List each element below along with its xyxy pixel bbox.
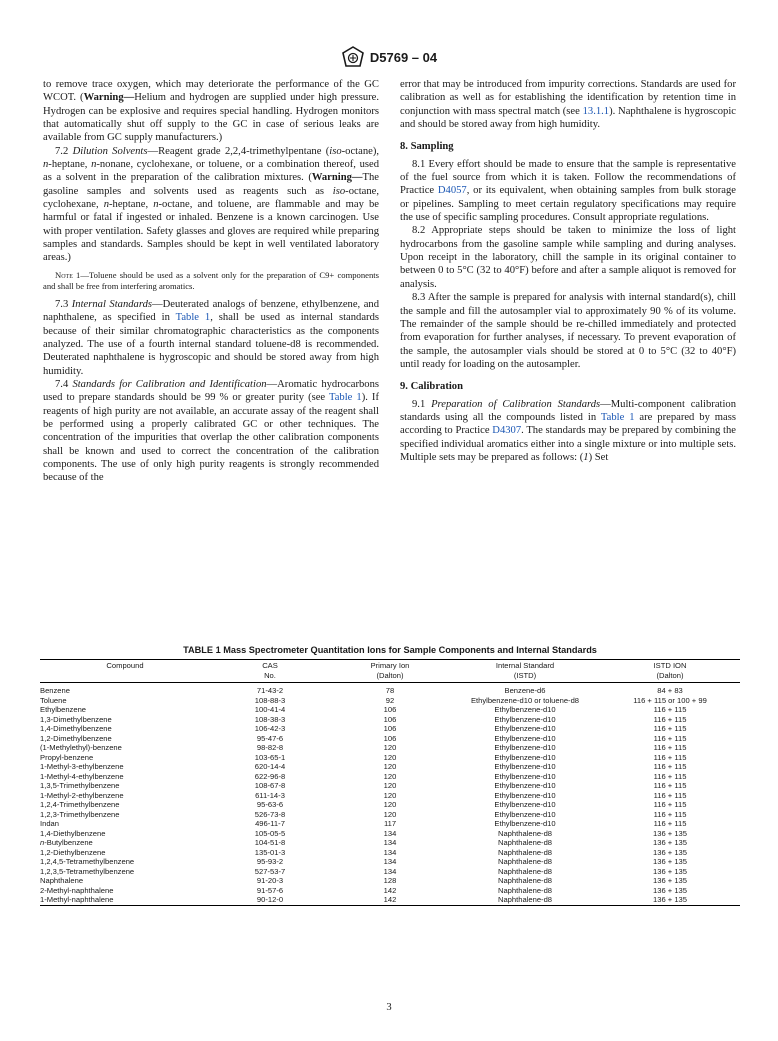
cell-cas: 108-38-3 [254, 714, 286, 724]
table-row [40, 857, 740, 867]
d4307-link[interactable]: D4307 [492, 425, 522, 437]
cell-internal-standard: Ethylbenzene-d10 [494, 714, 556, 724]
cell-cas: 104-51-8 [254, 838, 286, 847]
cell-primary-ion: 134 [383, 866, 397, 876]
cell-internal-standard: Ethylbenzene-d10 [494, 733, 556, 743]
cell-primary-ion: 92 [385, 695, 395, 705]
cell-internal-standard: Ethylbenzene-d10 [494, 771, 556, 781]
cell-cas: 91-57-6 [256, 885, 284, 895]
table-1-link[interactable]: Table 1 [329, 392, 362, 404]
cell-cas: 95-93-2 [256, 857, 284, 866]
paragraph-7-2: 7.2 Dilution Solvents—Reagent grade 2,2,4-trimethylpentane (iso-octane), n-heptane, n-nonane, cyclohexane, or toluene, or a combination thereof, used as a solvent in the preparation of the calibration mixtures. (Warning—The gasoline samples and solvents used as reagents such as iso-octane, cyclohexane, n-heptane, n-octane, and toluene, are flammable and may be harmful or fatal if ingested or inhaled. Benzene is a known carcinogen. Use with proper ventilation. Safety glasses and gloves are required while preparing samples and standards. Samples should be kept in well ventilated laboratory areas.) [43, 145, 380, 264]
cell-internal-standard: Naphthalene-d8 [497, 876, 553, 885]
cell-cas: 95-63-6 [256, 800, 284, 809]
paragraph-7-3: 7.3 Internal Standards—Deuterated analogs of benzene, ethylbenzene, and naphthalene, as specified in Table 1, shall be used as internal standards because of their similar chromatographic characteristics as the components analyzed. The use of a fourth internal standard toluene-d8 is recommended. Deuterated naphthalene is hygroscopic and should be stored away from high humidity. [43, 298, 380, 377]
cell-istd-ion: 116 + 115 or 100 + 99 [633, 695, 707, 705]
quantitation-ions-table [40, 659, 740, 906]
cell-internal-standard: Ethylbenzene-d10 [494, 743, 556, 752]
cell-cas: 98-82-8 [256, 743, 284, 752]
cell-istd-ion: 136 + 135 [653, 838, 687, 847]
cell-primary-ion: 120 [383, 752, 397, 762]
cell-istd-ion: 116 + 115 [653, 809, 687, 819]
cell-primary-ion: 134 [383, 847, 397, 857]
cell-compound: 1,2,4,5-Tetramethylbenzene [40, 857, 135, 866]
paragraph-7-4-continued: error that may be introduced from impurity corrections. Standards are used for calibration as well as for establishing the identification by retention time in conjunction with mass spectral match (see 13.1.1). Naphthalene is hygroscopic and should be stored away from high humidity. [400, 79, 736, 131]
cell-istd-ion: 116 + 115 [653, 705, 687, 714]
cell-compound: Ethylbenzene [40, 705, 87, 714]
table-row [40, 838, 740, 848]
cell-internal-standard: Naphthalene-d8 [497, 857, 553, 866]
table-1 [40, 645, 740, 906]
table-row [40, 715, 740, 725]
cell-compound: 2-Methyl-naphthalene [40, 885, 114, 895]
cell-internal-standard: Ethylbenzene-d10 [494, 809, 556, 819]
paragraph-9-1: 9.1 Preparation of Calibration Standards—Multi-component calibration standards using all the compounds listed in Table 1 are prepared by mass according to Practice D4307. The standards may be prepared by combining the specified individual aromatics either into a single mixture or into multiple sets. Multiple sets may be prepared as follows: (1) Set [400, 398, 737, 463]
cell-internal-standard: Naphthalene-d8 [497, 847, 553, 857]
cell-istd-ion: 116 + 115 [653, 819, 687, 828]
cell-internal-standard: Ethylbenzene-d10 [494, 819, 556, 828]
table-row [40, 705, 740, 715]
section-13-1-1-link[interactable]: 13.1.1 [582, 105, 610, 117]
cell-primary-ion: 117 [383, 819, 397, 828]
table-row [40, 753, 740, 763]
section-heading-calibration: 9. Calibration [400, 381, 463, 393]
cell-istd-ion: 116 + 115 [653, 752, 687, 762]
cell-cas: 106-42-3 [254, 724, 286, 733]
paragraph-8-3: 8.3 After the sample is prepared for analysis with internal standard(s), chill the sample and fill the autosampler vial to approximately 90 % of its volume. The remainder of the sample should be re-chilled immediately and protected from evaporation for further analyses, if necessary. To prevent evaporation of the sample, the autosampler vials should be stored at 0 to 5°C (32 to 40°F) until ready for loading on the autosampler. [400, 292, 736, 370]
cell-internal-standard: Ethylbenzene-d10 [494, 800, 556, 809]
cell-primary-ion: 134 [383, 828, 397, 838]
cell-istd-ion: 136 + 135 [653, 885, 687, 895]
cell-compound: Toluene [40, 695, 67, 705]
cell-primary-ion: 106 [383, 724, 397, 733]
cell-istd-ion: 136 + 135 [653, 895, 687, 904]
left-column [43, 78, 379, 485]
paragraph-8-2: 8.2 Appropriate steps should be taken to minimize the loss of light hydrocarbons from the gasoline sample while sampling and during analyses. Upon receipt in the laboratory, chill the sample in its original container to between 0 to 5°C (32 to 40°F) before and after a sample aliquot is removed for analysis. [400, 225, 736, 290]
cell-istd-ion: 116 + 115 [653, 733, 687, 743]
table-row [40, 791, 740, 801]
table-row [40, 819, 740, 829]
cell-cas: 611-14-3 [255, 790, 285, 800]
cell-istd-ion: 116 + 115 [653, 714, 687, 724]
cell-compound: 1,2-Dimethylbenzene [40, 733, 112, 743]
cell-compound: 1-Methyl-3-ethylbenzene [40, 762, 124, 771]
cell-compound: 1,3,5-Trimethylbenzene [40, 781, 120, 790]
cell-compound: 1,2,3,5-Tetramethylbenzene [40, 866, 135, 876]
cell-cas: 103-65-1 [254, 752, 286, 762]
table-1-link[interactable]: Table 1 [175, 312, 211, 324]
paragraph-7-4: 7.4 Standards for Calibration and Identification—Aromatic hydrocarbons used to prepare standards should be 99 % or greater purity (see Table 1). If reagents of high purity are not available, an accurate assay of the reagent shall be performed using a properly calibrated GC or other techniques. The concentration of the impurities that overlap the other calibration components shall be known and used to correct the concentration of the calibration components. The use of only high purity reagents is strongly recommended because of the [43, 378, 379, 484]
cell-cas: 105-05-5 [254, 828, 286, 838]
table-row [40, 772, 740, 782]
cell-primary-ion: 120 [383, 762, 397, 771]
cell-internal-standard: Naphthalene-d8 [497, 828, 553, 838]
header-compound: Compound [106, 661, 144, 670]
cell-istd-ion: 136 + 135 [653, 876, 687, 885]
cell-cas: 622-96-8 [254, 771, 286, 781]
table-row [40, 848, 740, 858]
cell-cas: 135-01-3 [254, 847, 286, 857]
table-row [40, 762, 740, 772]
cell-istd-ion: 116 + 115 [653, 781, 687, 790]
cell-cas: 526-73-8 [254, 809, 286, 819]
header-istd-ion: ISTD ION (Dalton) [653, 661, 687, 680]
cell-cas: 100-41-4 [254, 705, 286, 714]
cell-primary-ion: 120 [383, 743, 397, 752]
cell-primary-ion: 120 [383, 790, 397, 800]
cell-istd-ion: 116 + 115 [653, 724, 687, 733]
cell-istd-ion: 136 + 135 [653, 866, 687, 876]
cell-internal-standard: Ethylbenzene-d10 [494, 724, 556, 733]
cell-istd-ion: 116 + 115 [653, 762, 687, 771]
cell-istd-ion: 116 + 115 [653, 800, 687, 809]
cell-cas: 71-43-2 [256, 686, 284, 695]
paragraph-8-1: 8.1 Every effort should be made to ensure that the sample is representative of the fuel source from which it is taken. Follow the recommendations of Practice D4057, or its equivalent, when obtaining samples from bulk storage or pipelines. Sampling to meet certain regulatory specifications may require the use of specific sampling procedures. Consult appropriate regulations. [400, 158, 737, 224]
cell-compound: 1,3-Dimethylbenzene [40, 714, 112, 724]
table-row [40, 800, 740, 810]
cell-istd-ion: 136 + 135 [653, 828, 687, 838]
cell-primary-ion: 78 [385, 686, 395, 695]
cell-primary-ion: 120 [383, 800, 397, 809]
cell-compound: Propyl-benzene [40, 752, 94, 762]
cell-compound: Naphthalene [40, 876, 84, 885]
cell-cas: 527-53-7 [254, 866, 286, 876]
header-internal-standard: Internal Standard (ISTD) [495, 661, 555, 680]
table-row [40, 886, 740, 896]
paragraph-7-1-continued: to remove trace oxygen, which may deteriorate the performance of the GC WCOT. (Warning—Helium and hydrogen are supplied under high pressure. Hydrogen can be explosive and requires special handling. Hydrogen monitors that automatically shut off supply to the GC in case of serious leaks are available from GC supply manufacturers.) [43, 79, 379, 144]
table-row [40, 734, 740, 744]
cell-istd-ion: 84 + 83 [657, 686, 683, 695]
cell-primary-ion: 128 [383, 876, 397, 885]
cell-cas: 496-11-7 [255, 819, 285, 828]
table-row [40, 696, 740, 706]
astm-logo-icon [341, 46, 365, 68]
cell-compound: 1,2,3-Trimethylbenzene [40, 809, 120, 819]
cell-internal-standard: Naphthalene-d8 [497, 838, 553, 847]
cell-cas: 620-14-4 [254, 762, 286, 771]
table-row [40, 724, 740, 734]
d4057-link[interactable]: D4057 [437, 185, 467, 197]
cell-primary-ion: 106 [383, 705, 397, 714]
cell-primary-ion: 120 [383, 771, 397, 781]
cell-istd-ion: 116 + 115 [653, 743, 687, 752]
cell-internal-standard: Ethylbenzene-d10 [494, 762, 556, 771]
cell-compound: 1,2,4-Trimethylbenzene [40, 800, 120, 809]
table-row [40, 781, 740, 791]
cell-internal-standard: Benzene-d6 [504, 686, 546, 695]
cell-primary-ion: 142 [383, 895, 397, 904]
cell-primary-ion: 142 [383, 885, 397, 895]
cell-primary-ion: 106 [383, 714, 397, 724]
cell-internal-standard: Naphthalene-d8 [497, 885, 553, 895]
cell-compound: n-Butylbenzene [40, 838, 93, 847]
cell-cas: 90-12-0 [256, 895, 284, 904]
table-row [40, 876, 740, 886]
table-1-link[interactable]: Table 1 [600, 411, 635, 423]
header-primary-ion: Primary Ion (Dalton) [370, 661, 410, 680]
header-cas: CAS No. [262, 661, 278, 680]
cell-compound: 1,4-Diethylbenzene [40, 828, 106, 838]
cell-internal-standard: Naphthalene-d8 [497, 895, 553, 904]
cell-primary-ion: 106 [383, 733, 397, 743]
cell-cas: 91-20-3 [256, 876, 284, 885]
cell-cas: 95-47-6 [256, 733, 284, 743]
page-header [0, 46, 778, 68]
cell-primary-ion: 134 [383, 838, 397, 847]
cell-compound: (1-Methylethyl)-benzene [40, 743, 122, 752]
cell-compound: 1,2-Diethylbenzene [40, 847, 106, 857]
cell-internal-standard: Ethylbenzene-d10 or toluene-d8 [470, 695, 580, 705]
cell-istd-ion: 136 + 135 [653, 857, 687, 866]
cell-internal-standard: Ethylbenzene-d10 [494, 752, 556, 762]
cell-compound: 1-Methyl-naphthalene [40, 895, 114, 904]
cell-istd-ion: 116 + 115 [653, 790, 687, 800]
table-row [40, 829, 740, 839]
page-number: 3 [386, 1002, 392, 1013]
cell-compound: 1,4-Dimethylbenzene [40, 724, 112, 733]
cell-compound: 1-Methyl-4-ethylbenzene [40, 771, 124, 781]
note-1: Note 1—Toluene should be used as a solvent only for the preparation of C9+ components and shall be free from interfering aromatics. [43, 269, 379, 291]
table-row [40, 810, 740, 820]
cell-internal-standard: Ethylbenzene-d10 [494, 781, 556, 790]
table-header-row [40, 660, 740, 683]
section-heading-sampling: 8. Sampling [400, 141, 454, 153]
cell-cas: 108-67-8 [254, 781, 286, 790]
cell-compound: Benzene [40, 686, 70, 695]
cell-primary-ion: 120 [383, 781, 397, 790]
right-column [400, 78, 736, 464]
cell-compound: Indan [40, 819, 60, 828]
cell-cas: 108-88-3 [254, 695, 286, 705]
cell-internal-standard: Ethylbenzene-d10 [494, 790, 556, 800]
cell-internal-standard: Naphthalene-d8 [497, 866, 553, 876]
table-row [40, 867, 740, 877]
cell-primary-ion: 134 [383, 857, 397, 866]
table-row [40, 683, 740, 696]
table-row [40, 743, 740, 753]
cell-compound: 1-Methyl-2-ethylbenzene [40, 790, 124, 800]
table-title: TABLE 1 Mass Spectrometer Quantitation Ions for Sample Components and Internal Standards [183, 645, 597, 655]
cell-istd-ion: 136 + 135 [653, 847, 687, 857]
cell-istd-ion: 116 + 115 [653, 771, 687, 781]
document-designation: D5769 – 04 [369, 49, 438, 65]
cell-primary-ion: 120 [383, 809, 397, 819]
cell-internal-standard: Ethylbenzene-d10 [494, 705, 556, 714]
table-row [40, 895, 740, 905]
